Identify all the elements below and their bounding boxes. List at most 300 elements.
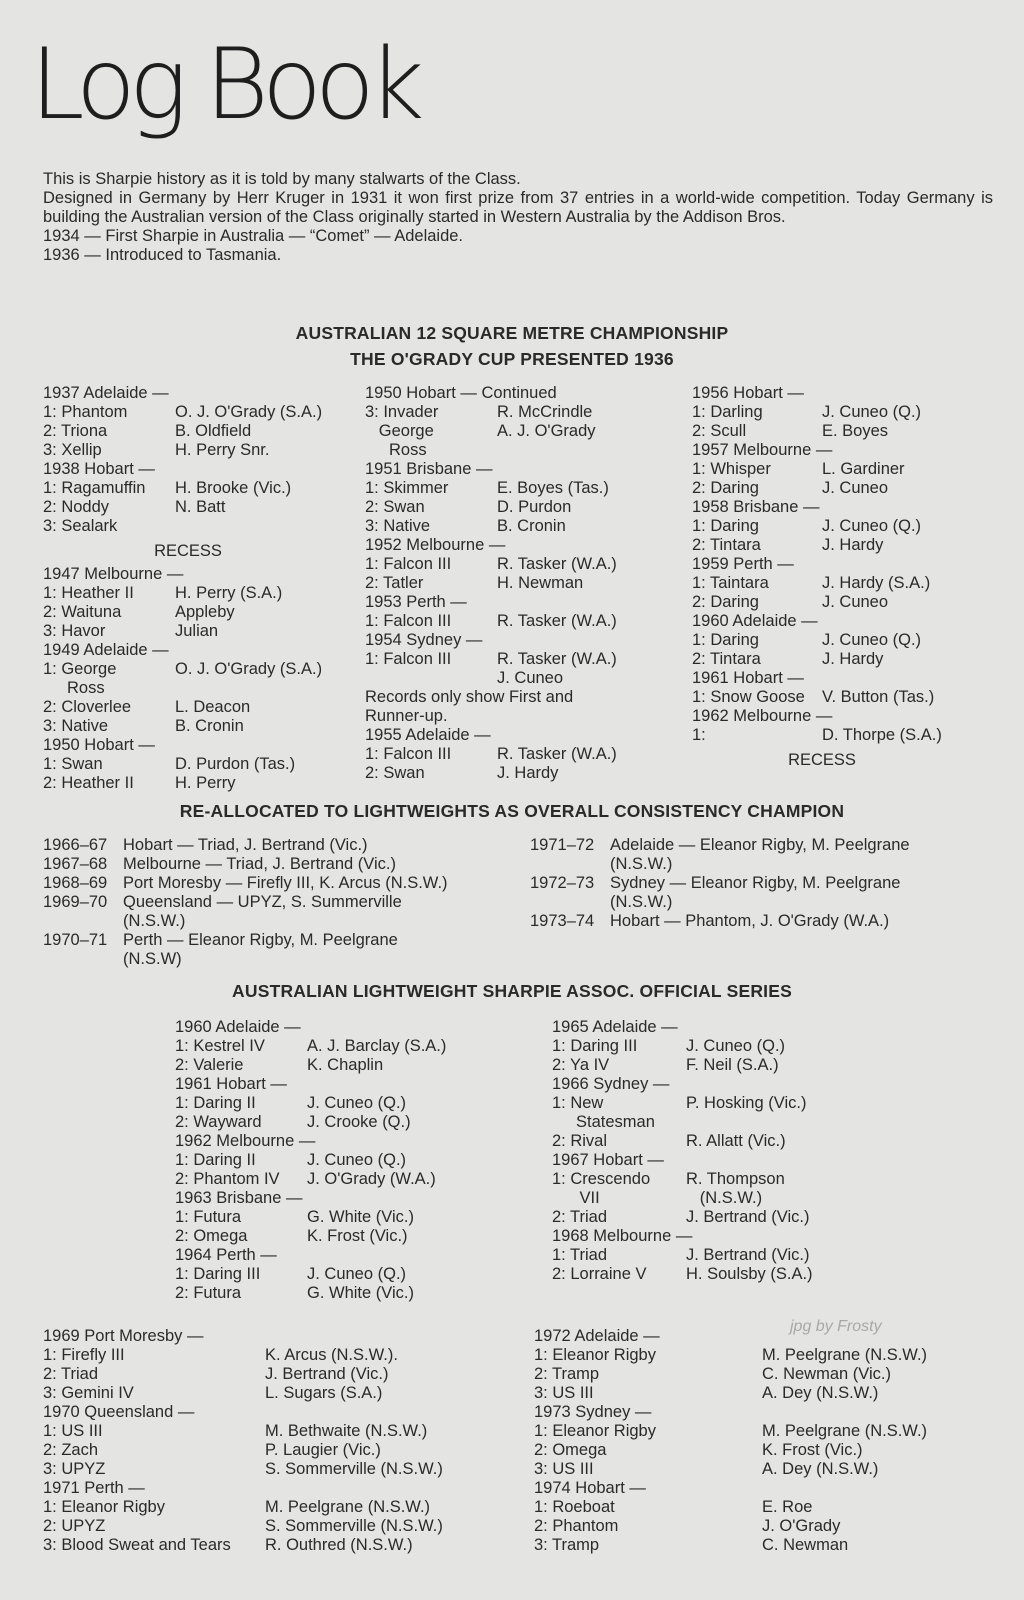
boat-name: 2: Noddy xyxy=(43,498,110,516)
boat-name: 1: Falcon III xyxy=(365,745,452,763)
skipper-name: J. O'Grady (W.A.) xyxy=(307,1170,436,1188)
skipper-name: G. White (Vic.) xyxy=(307,1284,414,1302)
season-row xyxy=(530,912,980,931)
skipper-name: M. Peelgrane (N.S.W.) xyxy=(762,1422,928,1440)
season-row xyxy=(43,893,473,912)
regatta-heading: 1962 Melbourne — xyxy=(692,707,833,725)
boat-name: 1: Falcon III xyxy=(365,650,452,668)
result-row xyxy=(43,1536,483,1555)
regatta-heading: 1953 Perth — xyxy=(365,593,467,611)
boat-name: 2: Tintara xyxy=(692,536,761,554)
skipper-name: J. Cuneo xyxy=(497,669,564,687)
skipper-name: J. Hardy xyxy=(822,536,884,554)
result-row xyxy=(365,479,655,498)
result-row xyxy=(534,1517,974,1536)
regatta-heading: 1967 Hobart — xyxy=(552,1151,664,1169)
boat-name: 2: UPYZ xyxy=(43,1517,106,1535)
skipper-name: L. Gardiner xyxy=(822,460,905,478)
result-row xyxy=(365,498,655,517)
skipper-name: M. Bethwaite (N.S.W.) xyxy=(265,1422,428,1440)
skipper-name: J. Bertrand (Vic.) xyxy=(686,1246,810,1264)
regatta-heading: 1968 Melbourne — xyxy=(552,1227,693,1245)
skipper-name: O. J. O'Grady (S.A.) xyxy=(175,660,323,678)
skipper-name: J. Hardy xyxy=(822,650,884,668)
season-label: 1969–70 xyxy=(43,893,108,911)
result-row xyxy=(552,1246,852,1265)
result-row xyxy=(43,1517,483,1536)
result-row xyxy=(365,422,655,441)
skipper-name: J. Cuneo (Q.) xyxy=(307,1265,407,1283)
boat-name: 2: Triad xyxy=(552,1208,608,1226)
season-result-continued: (N.S.W) xyxy=(123,950,182,968)
result-row xyxy=(365,612,655,631)
boat-name: 1: Firefly III xyxy=(43,1346,125,1364)
result-row xyxy=(175,1113,475,1132)
skipper-name: J. Bertrand (Vic.) xyxy=(686,1208,810,1226)
boat-name-continued: Ross xyxy=(389,441,427,459)
skipper-name: R. Allatt (Vic.) xyxy=(686,1132,786,1150)
season-row xyxy=(43,931,473,950)
reallocated-left xyxy=(43,836,473,969)
skipper-name: P. Laugier (Vic.) xyxy=(265,1441,381,1459)
result-row xyxy=(43,479,333,498)
skipper-name: J. Cuneo (Q.) xyxy=(822,517,922,535)
regatta-heading: 1952 Melbourne — xyxy=(365,536,506,554)
result-row xyxy=(552,1037,852,1056)
skipper-name: B. Cronin xyxy=(175,717,244,735)
result-row xyxy=(692,460,952,479)
skipper-name: R. Tasker (W.A.) xyxy=(497,650,617,668)
skipper-name: E. Boyes (Tas.) xyxy=(497,479,609,497)
boat-name: 1: George xyxy=(43,660,117,678)
boat-name: 2: Phantom IV xyxy=(175,1170,280,1188)
season-row xyxy=(530,874,980,893)
result-row xyxy=(552,1170,852,1189)
boat-name: 1: New xyxy=(552,1094,604,1112)
regatta-heading: 1966 Sydney — xyxy=(552,1075,670,1093)
boat-name: 2: Futura xyxy=(175,1284,242,1302)
regatta-heading: 1957 Melbourne — xyxy=(692,441,833,459)
boat-name: 1: Daring III xyxy=(175,1265,261,1283)
skipper-name: Appleby xyxy=(175,603,235,621)
result-row xyxy=(43,403,333,422)
page-title: Log Book xyxy=(30,28,418,142)
skipper-name: B. Oldfield xyxy=(175,422,252,440)
boat-name: 3: Xellip xyxy=(43,441,102,459)
result-row xyxy=(552,1132,852,1151)
result-row xyxy=(175,1056,475,1075)
season-row xyxy=(43,874,473,893)
boat-name: 2: Tatler xyxy=(365,574,424,592)
boat-name: 3: Sealark xyxy=(43,517,118,535)
boat-name: 1: Ragamuffin xyxy=(43,479,146,497)
regatta-heading: 1961 Hobart — xyxy=(175,1075,287,1093)
reallocated-right xyxy=(530,836,980,931)
season-row xyxy=(43,836,473,855)
regatta-heading: 1955 Adelaide — xyxy=(365,726,491,744)
reallocated-heading: RE-ALLOCATED TO LIGHTWEIGHTS AS OVERALL CONSISTENCY CHAMPION xyxy=(179,801,845,821)
season-result: Hobart — Phantom, J. O'Grady (W.A.) xyxy=(610,912,890,930)
regatta-heading: 1947 Melbourne — xyxy=(43,565,184,583)
skipper-name: A. Dey (N.S.W.) xyxy=(762,1460,879,1478)
boat-name: 2: Triona xyxy=(43,422,108,440)
skipper-name: A. J. Barclay (S.A.) xyxy=(307,1037,447,1055)
boat-name: 2: Omega xyxy=(175,1227,248,1245)
result-row xyxy=(534,1384,974,1403)
note-text: Records only show First and xyxy=(365,688,574,706)
regatta-heading: 1951 Brisbane — xyxy=(365,460,493,478)
season-label: 1967–68 xyxy=(43,855,108,873)
boat-name: 1: US III xyxy=(43,1422,103,1440)
boat-name: 1: Skimmer xyxy=(365,479,449,497)
skipper-name: B. Cronin xyxy=(497,517,566,535)
result-row xyxy=(365,764,655,783)
skipper-name: J. Crooke (Q.) xyxy=(307,1113,411,1131)
regatta-heading: 1959 Perth — xyxy=(692,555,794,573)
result-row xyxy=(43,660,333,679)
boat-name: 1: Snow Goose xyxy=(692,688,805,706)
boat-name-continued: Statesman xyxy=(576,1113,655,1131)
boat-name: 2: Scull xyxy=(692,422,747,440)
skipper-name: H. Newman xyxy=(497,574,584,592)
boat-name: 2: Triad xyxy=(43,1365,99,1383)
skipper-name: K. Frost (Vic.) xyxy=(307,1227,408,1245)
skipper-name: C. Newman xyxy=(762,1536,849,1554)
regatta-heading: 1965 Adelaide — xyxy=(552,1018,678,1036)
regatta-heading: 1960 Adelaide — xyxy=(692,612,818,630)
boat-name: 2: Rival xyxy=(552,1132,608,1150)
regatta-heading: 1949 Adelaide — xyxy=(43,641,169,659)
result-row xyxy=(534,1498,974,1517)
result-row xyxy=(365,574,655,593)
regatta-heading: 1964 Perth — xyxy=(175,1246,277,1264)
skipper-name: D. Purdon xyxy=(497,498,572,516)
season-result: Melbourne — Triad, J. Bertrand (Vic.) xyxy=(123,855,396,873)
boat-name-continued: Ross xyxy=(67,679,105,697)
result-row xyxy=(43,441,333,460)
regatta-heading: 1970 Queensland — xyxy=(43,1403,195,1421)
regatta-heading: 1950 Hobart — xyxy=(43,736,155,754)
regatta-heading: 1971 Perth — xyxy=(43,1479,145,1497)
skipper-name: L. Deacon xyxy=(175,698,251,716)
boat-name: 3: Native xyxy=(43,717,109,735)
boat-name: 1: Daring II xyxy=(175,1151,256,1169)
boat-name: 2: Tintara xyxy=(692,650,761,668)
boat-name: 2: Phantom xyxy=(534,1517,619,1535)
result-row xyxy=(692,631,952,650)
skipper-name: K. Chaplin xyxy=(307,1056,384,1074)
result-row xyxy=(175,1094,475,1113)
result-row xyxy=(534,1346,974,1365)
season-label: 1968–69 xyxy=(43,874,108,892)
boat-name: 2: Tramp xyxy=(534,1365,600,1383)
boat-name: 1: Phantom xyxy=(43,403,128,421)
boat-name: 2: Cloverlee xyxy=(43,698,132,716)
skipper-name: R. Outhred (N.S.W.) xyxy=(265,1536,413,1554)
result-row xyxy=(365,650,655,669)
result-row xyxy=(692,688,952,707)
skipper-name: A. Dey (N.S.W.) xyxy=(762,1384,879,1402)
result-row xyxy=(552,1208,852,1227)
result-row xyxy=(175,1208,475,1227)
skipper-name: H. Soulsby (S.A.) xyxy=(686,1265,813,1283)
regatta-heading: 1974 Hobart — xyxy=(534,1479,646,1497)
skipper-name: P. Hosking (Vic.) xyxy=(686,1094,807,1112)
skipper-name: R. Tasker (W.A.) xyxy=(497,612,617,630)
skipper-name: Julian xyxy=(175,622,219,640)
result-row xyxy=(43,1498,483,1517)
skipper-name: J. Cuneo (Q.) xyxy=(686,1037,786,1055)
regatta-heading: 1937 Adelaide — xyxy=(43,384,169,402)
boat-name: 1: Daring xyxy=(692,517,759,535)
result-row xyxy=(552,1056,852,1075)
boat-name: 1: Daring III xyxy=(552,1037,638,1055)
boat-name: VII xyxy=(552,1189,600,1207)
season-result: Adelaide — Eleanor Rigby, M. Peelgrane xyxy=(610,836,910,854)
regatta-heading: 1958 Brisbane — xyxy=(692,498,820,516)
regatta-heading: 1963 Brisbane — xyxy=(175,1189,303,1207)
boat-name: 1: Taintara xyxy=(692,574,769,592)
result-row xyxy=(365,403,655,422)
intro-paragraph: Designed in Germany by Herr Kruger in 1931 it won first prize from 37 entries in a world-wide competition. Today Germany is building the Australian version of the Class originally started in Western Australia by the Addison Bros. xyxy=(43,189,993,226)
boat-name: 1: Kestrel IV xyxy=(175,1037,265,1055)
skipper-name: D. Thorpe (S.A.) xyxy=(822,726,942,744)
championship-column-1 xyxy=(43,384,333,793)
result-row xyxy=(43,422,333,441)
result-row xyxy=(43,755,333,774)
regatta-heading: 1972 Adelaide — xyxy=(534,1327,660,1345)
result-row xyxy=(365,517,655,536)
result-row xyxy=(534,1460,974,1479)
result-row xyxy=(692,726,952,745)
result-row xyxy=(43,717,333,736)
boat-name: 3: Native xyxy=(365,517,431,535)
result-row xyxy=(365,555,655,574)
championship-column-2 xyxy=(365,384,655,783)
intro-line: This is Sharpie history as it is told by many stalwarts of the Class. xyxy=(43,170,521,188)
skipper-name: J. Cuneo xyxy=(822,593,889,611)
skipper-name: H. Brooke (Vic.) xyxy=(175,479,292,497)
boat-name: 1: Whisper xyxy=(692,460,771,478)
season-label: 1970–71 xyxy=(43,931,108,949)
result-row xyxy=(43,622,333,641)
boat-name: 1: Heather II xyxy=(43,584,134,602)
season-label: 1971–72 xyxy=(530,836,595,854)
boat-name xyxy=(365,669,497,688)
skipper-name: S. Sommerville (N.S.W.) xyxy=(265,1460,443,1478)
skipper-name: R. McCrindle xyxy=(497,403,593,421)
skipper-name: J. Cuneo xyxy=(822,479,889,497)
season-result: Port Moresby — Firefly III, K. Arcus (N.S.W.) xyxy=(123,874,448,892)
skipper-name: H. Perry xyxy=(175,774,236,792)
regatta-heading: 1969 Port Moresby — xyxy=(43,1327,204,1345)
skipper-name: J. Bertrand (Vic.) xyxy=(265,1365,389,1383)
boat-name: 1: Daring xyxy=(692,631,759,649)
boat-name: 2: Zach xyxy=(43,1441,99,1459)
boat-name: 3: Blood Sweat and Tears xyxy=(43,1536,231,1554)
season-label: 1966–67 xyxy=(43,836,108,854)
result-row xyxy=(692,650,952,669)
boat-name: 1: Crescendo xyxy=(552,1170,651,1188)
boat-name: 1: Eleanor Rigby xyxy=(43,1498,165,1516)
boat-name: 2: Daring xyxy=(692,479,759,497)
result-row xyxy=(43,1346,483,1365)
results-1972-1974 xyxy=(534,1327,974,1555)
championship-column-3 xyxy=(692,384,952,774)
boat-name: 3: US III xyxy=(534,1384,594,1402)
skipper-name: E. Roe xyxy=(762,1498,813,1516)
skipper-name: K. Arcus (N.S.W.). xyxy=(265,1346,398,1364)
boat-name: 3: Invader xyxy=(365,403,439,421)
season-result-continued: (N.S.W.) xyxy=(610,855,673,873)
season-result: Perth — Eleanor Rigby, M. Peelgrane xyxy=(123,931,398,949)
intro-text xyxy=(43,170,993,265)
result-row xyxy=(534,1365,974,1384)
result-row xyxy=(365,669,655,688)
skipper-name: J. Cuneo (Q.) xyxy=(822,631,922,649)
boat-name: 3: Havor xyxy=(43,622,106,640)
result-row xyxy=(43,517,333,536)
season-row xyxy=(530,836,980,855)
regatta-heading: 1950 Hobart — Continued xyxy=(365,384,557,402)
result-row xyxy=(175,1284,475,1303)
boat-name: 3: Gemini IV xyxy=(43,1384,134,1402)
result-row xyxy=(692,574,952,593)
official-left xyxy=(175,1018,475,1303)
skipper-name: J. Hardy xyxy=(497,764,559,782)
result-row xyxy=(552,1265,852,1284)
season-result-continued: (N.S.W.) xyxy=(610,893,673,911)
skipper-name: G. White (Vic.) xyxy=(307,1208,414,1226)
regatta-heading: 1938 Hobart — xyxy=(43,460,155,478)
boat-name: 1: Futura xyxy=(175,1208,242,1226)
boat-name: 1: Roeboat xyxy=(534,1498,615,1516)
skipper-name: J. Cuneo (Q.) xyxy=(307,1151,407,1169)
boat-name: 1: Eleanor Rigby xyxy=(534,1422,656,1440)
result-row xyxy=(534,1441,974,1460)
official-right xyxy=(552,1018,852,1284)
result-row xyxy=(175,1151,475,1170)
regatta-heading: 1962 Melbourne — xyxy=(175,1132,316,1150)
season-result: Hobart — Triad, J. Bertrand (Vic.) xyxy=(123,836,368,854)
season-row xyxy=(43,855,473,874)
boat-name: 1: xyxy=(692,726,706,744)
skipper-name: S. Sommerville (N.S.W.) xyxy=(265,1517,443,1535)
skipper-name: K. Frost (Vic.) xyxy=(762,1441,863,1459)
result-row xyxy=(43,698,333,717)
skipper-name: M. Peelgrane (N.S.W.) xyxy=(762,1346,928,1364)
regatta-heading: 1960 Adelaide — xyxy=(175,1018,301,1036)
skipper-name: J. Cuneo (Q.) xyxy=(822,403,922,421)
boat-name: 2: Swan xyxy=(365,498,425,516)
skipper-name: J. Hardy (S.A.) xyxy=(822,574,931,592)
result-row xyxy=(365,745,655,764)
result-row xyxy=(43,584,333,603)
result-row xyxy=(175,1265,475,1284)
season-result: Queensland — UPYZ, S. Summerville xyxy=(123,893,402,911)
boat-name: 2: Ya IV xyxy=(552,1056,610,1074)
skipper-name: F. Neil (S.A.) xyxy=(686,1056,779,1074)
skipper-name: C. Newman (Vic.) xyxy=(762,1365,891,1383)
season-label: 1972–73 xyxy=(530,874,595,892)
boat-name: 2: Valerie xyxy=(175,1056,244,1074)
skipper-name: D. Purdon (Tas.) xyxy=(175,755,296,773)
season-label: 1973–74 xyxy=(530,912,595,930)
boat-name: George xyxy=(365,422,434,440)
result-row xyxy=(43,1365,483,1384)
result-row xyxy=(43,498,333,517)
boat-name: 1: Darling xyxy=(692,403,763,421)
boat-name: 1: Falcon III xyxy=(365,555,452,573)
boat-name: 2: Wayward xyxy=(175,1113,262,1131)
result-row xyxy=(552,1094,852,1113)
result-row xyxy=(692,593,952,612)
boat-name: 1: Falcon III xyxy=(365,612,452,630)
watermark: jpg by Frosty xyxy=(790,1318,882,1335)
boat-name: 1: Eleanor Rigby xyxy=(534,1346,656,1364)
recess-label: RECESS xyxy=(788,751,856,769)
results-1969-1971 xyxy=(43,1327,483,1555)
boat-name: 3: US III xyxy=(534,1460,594,1478)
boat-name: 2: Heather II xyxy=(43,774,134,792)
note-text: Runner-up. xyxy=(365,707,448,725)
intro-line: 1934 — First Sharpie in Australia — “Comet” — Adelaide. xyxy=(43,227,464,245)
result-row xyxy=(692,403,952,422)
skipper-name: L. Sugars (S.A.) xyxy=(265,1384,383,1402)
boat-name: 2: Swan xyxy=(365,764,425,782)
result-row xyxy=(43,603,333,622)
boat-name: 1: Swan xyxy=(43,755,103,773)
championship-heading: AUSTRALIAN 12 SQUARE METRE CHAMPIONSHIP xyxy=(295,323,729,343)
result-row xyxy=(534,1422,974,1441)
result-row xyxy=(692,422,952,441)
boat-name: 3: Tramp xyxy=(534,1536,600,1554)
boat-name: 1: Daring II xyxy=(175,1094,256,1112)
skipper-name: R. Tasker (W.A.) xyxy=(497,555,617,573)
boat-name: 2: Daring xyxy=(692,593,759,611)
skipper-name: V. Button (Tas.) xyxy=(822,688,935,706)
intro-line: 1936 — Introduced to Tasmania. xyxy=(43,246,282,264)
boat-name: 2: Lorraine V xyxy=(552,1265,647,1283)
season-result: Sydney — Eleanor Rigby, M. Peelgrane xyxy=(610,874,901,892)
championship-subheading: THE O'GRADY CUP PRESENTED 1936 xyxy=(350,349,674,369)
season-result-continued: (N.S.W.) xyxy=(123,912,186,930)
skipper-name: H. Perry Snr. xyxy=(175,441,270,459)
result-row xyxy=(43,1441,483,1460)
skipper-name: R. Thompson xyxy=(686,1170,785,1188)
official-heading: AUSTRALIAN LIGHTWEIGHT SHARPIE ASSOC. OFFICIAL SERIES xyxy=(232,981,792,1001)
recess-label: RECESS xyxy=(154,542,222,560)
result-row xyxy=(552,1189,852,1208)
regatta-heading: 1956 Hobart — xyxy=(692,384,804,402)
result-row xyxy=(534,1536,974,1555)
result-row xyxy=(43,1460,483,1479)
result-row xyxy=(692,517,952,536)
skipper-name: N. Batt xyxy=(175,498,226,516)
skipper-name: M. Peelgrane (N.S.W.) xyxy=(265,1498,431,1516)
boat-name: 2: Omega xyxy=(534,1441,607,1459)
result-row xyxy=(43,1384,483,1403)
boat-name: 1: Triad xyxy=(552,1246,608,1264)
boat-name: 3: UPYZ xyxy=(43,1460,106,1478)
result-row xyxy=(175,1170,475,1189)
regatta-heading: 1973 Sydney — xyxy=(534,1403,652,1421)
skipper-name: E. Boyes xyxy=(822,422,889,440)
result-row xyxy=(692,479,952,498)
skipper-name: H. Perry (S.A.) xyxy=(175,584,283,602)
boat-name: 2: Waituna xyxy=(43,603,122,621)
result-row xyxy=(43,774,333,793)
